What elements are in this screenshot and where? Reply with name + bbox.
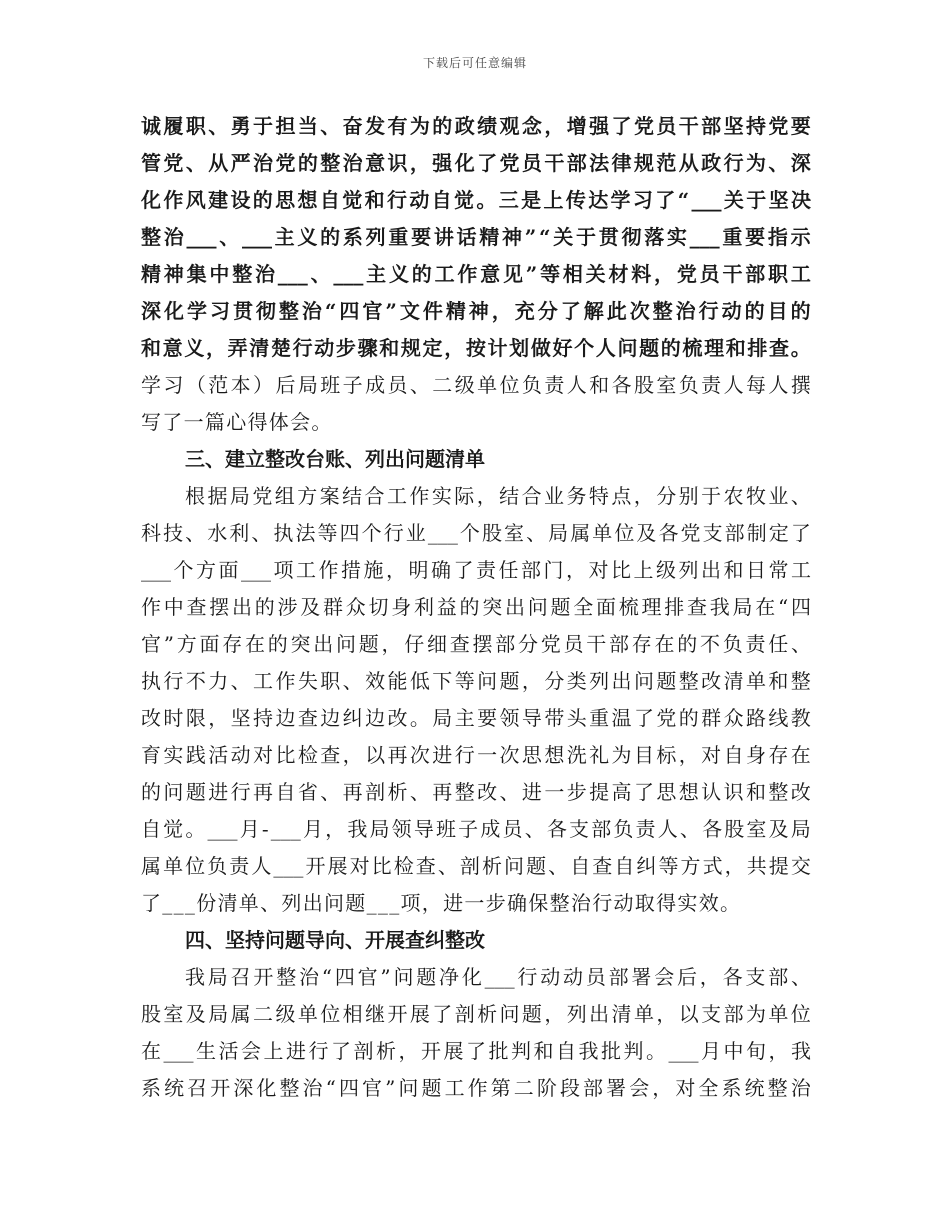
text-line: 和 意 义 ， 弄 清 楚 行 动 步 骤 和 规 定 ， 按 计 划 做 好 个 人 问 题 的 梳 理 和 排 查 。 <box>141 336 811 360</box>
text-line: 深 化 学 习 贯 彻 整 治 “ 四 官 ” 文 件 精 神 ， 充 分 了 解 此 次 整 治 行 动 的 目 的 <box>141 299 811 323</box>
text-line: 诚 履 职 、 勇 于 担 当 、 奋 发 有 为 的 政 绩 观 念 ， 增 强 了 党 员 干 部 坚 持 党 要 <box>141 114 811 138</box>
text-line: 我 局 召 开 整 治 “ 四 官 ” 问 题 净 化 ___ 行 动 动 员 部 署 会 后 ， 各 支 部 、 <box>185 965 811 989</box>
document-body <box>141 108 811 1107</box>
text-line: 管 党 、 从 严 治 党 的 整 治 意 识 ， 强 化 了 党 员 干 部 法 律 规 范 从 政 行 为 、 深 <box>141 151 811 175</box>
text-line: 根 据 局 党 组 方 案 结 合 工 作 实 际 ， 结 合 业 务 特 点 ， 分 别 于 农 牧 业 、 <box>185 484 811 508</box>
text-line: 写了一篇心得体会。 <box>141 410 333 434</box>
text-line: ___ 个 方 面 ___ 项 工 作 措 施 ， 明 确 了 责 任 部 门 ， 对 比 上 级 列 出 和 日 常 工 <box>141 558 811 582</box>
text-line: 自 觉 。 ___ 月 - ___ 月 ， 我 局 领 导 班 子 成 员 、 各 支 部 负 责 人 、 各 股 室 及 局 <box>141 817 811 841</box>
section-heading: 四、坚持问题导向、开展查纠整改 <box>185 928 485 952</box>
text-line: 执 行 不 力 、 工 作 失 职 、 效 能 低 下 等 问 题 ， 分 类 列 出 问 题 整 改 清 单 和 整 <box>141 669 811 693</box>
text-line: 化 作 风 建 设 的 思 想 自 觉 和 行 动 自 觉 。 三 是 上 传 达 学 习 了 “ ___ 关 于 坚 决 <box>141 188 811 212</box>
text-line: 整 治 ___ 、 ___ 主 义 的 系 列 重 要 讲 话 精 神 ” “ 关 于 贯 彻 落 实 ___ 重 要 指 示 <box>141 225 811 249</box>
text-line: 的 问 题 进 行 再 自 省 、 再 剖 析 、 再 整 改 、 进 一 步 提 高 了 思 想 认 识 和 整 改 <box>141 780 811 804</box>
text-line: 了___份清单、列出问题___项，进一步确保整治行动取得实效。 <box>141 891 742 915</box>
text-line: 股 室 及 局 属 二 级 单 位 相 继 开 展 了 剖 析 问 题 ， 列 出 清 单 ， 以 支 部 为 单 位 <box>141 1002 811 1026</box>
page-header: 下载后可任意编辑 <box>422 56 527 70</box>
text-line: 系 统 召 开 深 化 整 治 “ 四 官 ” 问 题 工 作 第 二 阶 段 部 署 会 ， 对 全 系 统 整 治 <box>141 1076 811 1100</box>
text-line: 科 技 、 水 利 、 执 法 等 四 个 行 业 ___ 个 股 室 、 局 属 单 位 及 各 党 支 部 制 定 了 <box>141 521 811 545</box>
text-line: 官 ” 方 面 存 在 的 突 出 问 题 ， 仔 细 查 摆 部 分 党 员 干 部 存 在 的 不 负 责 任 、 <box>141 632 811 656</box>
text-line: 作 中 查 摆 出 的 涉 及 群 众 切 身 利 益 的 突 出 问 题 全 面 梳 理 排 查 我 局 在 “ 四 <box>141 595 811 619</box>
text-line: 学 习 （ 范 本 ） 后 局 班 子 成 员 、 二 级 单 位 负 责 人 和 各 股 室 负 责 人 每 人 撰 <box>141 373 811 397</box>
text-line: 精 神 集 中 整 治 ___ 、 ___ 主 义 的 工 作 意 见 ” 等 相 关 材 料 ， 党 员 干 部 职 工 <box>141 262 811 286</box>
text-line: 育 实 践 活 动 对 比 检 查 ， 以 再 次 进 行 一 次 思 想 洗 礼 为 目 标 ， 对 自 身 存 在 <box>141 743 811 767</box>
text-line: 在 ___ 生 活 会 上 进 行 了 剖 析 ， 开 展 了 批 判 和 自 我 批 判 。 ___ 月 中 旬 ， 我 <box>141 1039 811 1063</box>
section-heading: 三、建立整改台账、列出问题清单 <box>185 447 485 471</box>
text-line: 改 时 限 ， 坚 持 边 查 边 纠 边 改 。 局 主 要 领 导 带 头 重 温 了 党 的 群 众 路 线 教 <box>141 706 811 730</box>
text-line: 属 单 位 负 责 人 ___ 开 展 对 比 检 查 、 剖 析 问 题 、 自 查 自 纠 等 方 式 ， 共 提 交 <box>141 854 811 878</box>
